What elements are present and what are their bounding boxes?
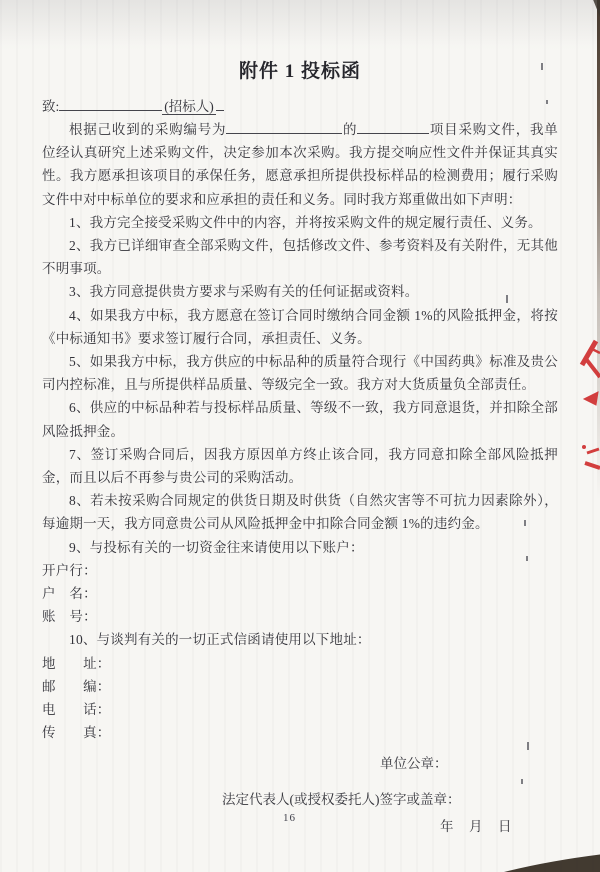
date-line: 年 月 日 xyxy=(440,819,513,835)
addressee-blank-underline xyxy=(59,95,162,111)
postcode-field: 邮 编： xyxy=(42,678,111,694)
document-title: 附件 1 投标函 xyxy=(238,61,361,82)
clause-5: 5、如果我方中标，我方供应的中标品种的质量符合现行《中国药典》标准及贵公司内控标准，且与所提供样品质量、等级完全一致。我方对大货质量负全部责任。 xyxy=(42,354,558,393)
procurement-number-blank xyxy=(226,118,342,134)
addressee-blank-tail xyxy=(216,95,224,111)
address-field: 地 址： xyxy=(42,655,111,671)
page-number: 16 xyxy=(283,812,296,824)
scan-speck xyxy=(526,556,528,561)
legal-representative-signature-label: 法定代表人(或授权委托人)签字或盖章： xyxy=(222,792,461,808)
clause-1: 1、我方完全接受采购文件中的内容，并将按采购文件的规定履行责任、义务。 xyxy=(69,214,542,230)
bank-field-branch: 开户行： xyxy=(42,562,97,578)
scan-speck xyxy=(541,63,543,70)
company-seal-label: 单位公章： xyxy=(380,756,448,772)
clause-2: 2、我方已详细审查全部采购文件，包括修改文件、参考资料及有关附件，无其他不明事项。 xyxy=(42,238,558,277)
intro-paragraph xyxy=(42,118,558,211)
addressee-hint: (招标人) xyxy=(164,99,214,114)
fax-field: 传 真： xyxy=(42,725,111,741)
clause-4: 4、如果我方中标，我方愿意在签订合同时缴纳合同金额 1%的风险抵押金，将按《中标通知书》要求签订履行合同，承担责任、义务。 xyxy=(42,307,558,346)
addressee-line xyxy=(42,95,558,118)
phone-field: 电 话： xyxy=(42,702,111,718)
intro-text-2: 的 xyxy=(342,122,358,137)
clause-10: 10、与谈判有关的一切正式信函请使用以下地址： xyxy=(69,632,371,648)
bank-field-account-name: 户 名： xyxy=(42,586,97,602)
scan-speck xyxy=(521,779,523,784)
document-content xyxy=(42,0,558,838)
red-seal-stamp-fragment xyxy=(575,335,600,475)
scan-speck xyxy=(527,742,529,750)
clause-9: 9、与投标有关的一切资金往来请使用以下账户： xyxy=(69,539,364,555)
scan-speck xyxy=(506,295,508,303)
clause-3: 3、我方同意提供贵方要求与采购有关的任何证据或资料。 xyxy=(69,284,419,300)
scan-bottom-right-page-curl xyxy=(504,852,600,872)
intro-text-1: 根据己收到的采购编号为 xyxy=(69,122,227,137)
clause-6: 6、供应的中标品种若与投标样品质量、等级不一致，我方同意退货，并扣除全部风险抵押金。 xyxy=(42,400,558,439)
clause-7: 7、签订采购合同后，因我方原因单方终止该合同，我方同意扣除全部风险抵押金，而且以后不再参与贵公司的采购活动。 xyxy=(42,446,558,486)
bank-field-account-number: 账 号： xyxy=(42,609,97,625)
intro-text-3: 项目采购文件，我单位经认真研究上述采购文件，决定参加本次采购。我方提交响应性文件并保证其真实性。我方愿承担该项目的承保任务，愿意承担所提供投标样品的检测费用；履行采购文件中对中标单位的要求和应承担的责任和义务。同时我方郑重做出如下声明： xyxy=(42,122,558,207)
clause-8: 8、若未按采购合同规定的供货日期及时供货（自然灾害等不可抗力因素除外），每逾期一天，我方同意贵公司从风险抵押金中扣除合同金额 1%的违约金。 xyxy=(42,493,558,532)
scan-speck xyxy=(546,100,548,104)
to-label: 致: xyxy=(42,99,60,114)
project-name-blank xyxy=(357,118,429,134)
scan-speck xyxy=(524,520,526,526)
